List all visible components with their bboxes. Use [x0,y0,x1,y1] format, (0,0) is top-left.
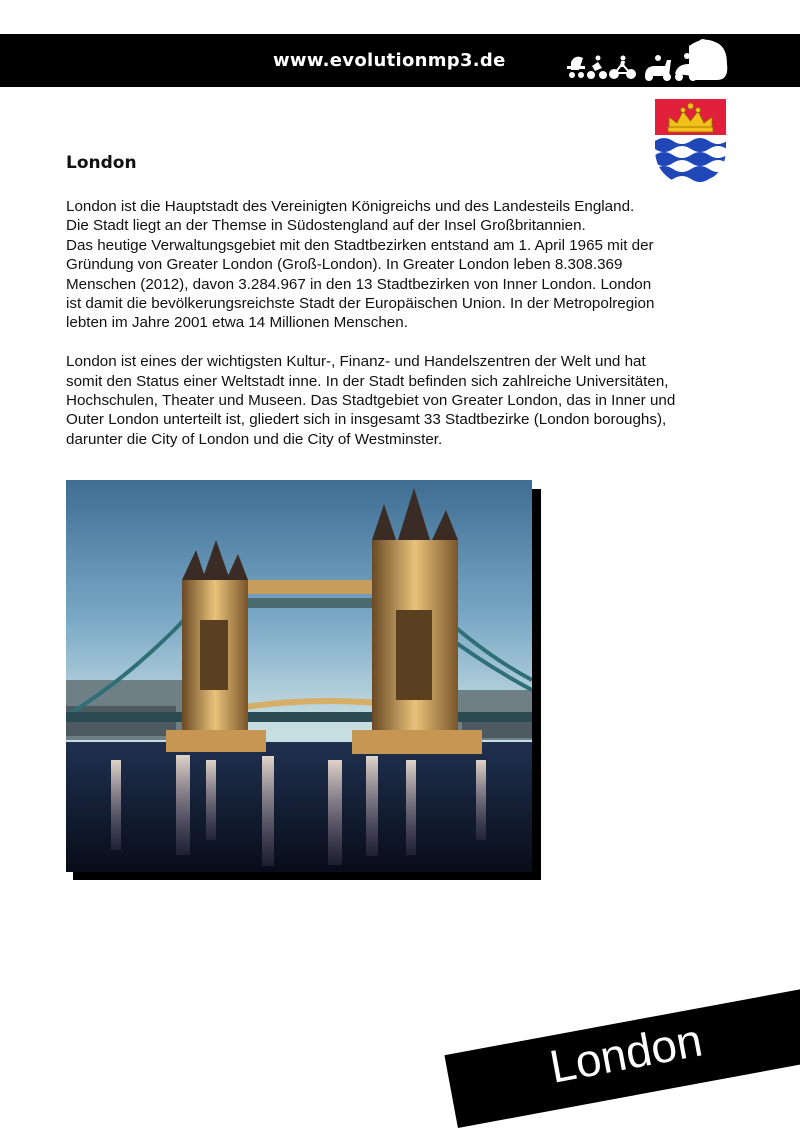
london-coat-of-arms-icon [655,99,726,187]
page-title: London [66,153,137,173]
vehicle-icons [565,36,735,84]
scooter-icon [645,55,671,81]
tricycle-icon [587,56,607,80]
paragraph-intro: London ist die Hauptstadt des Vereinigten Königreichs und des Landesteils England. Die Stadt liegt an der Themse in Südostengland auf der Insel Großbritannien. Das heutige Verwaltungsgebiet mit den Stadtbezirken entstand am 1. April 1965 mit der Gründung von Greater London (Groß-London). In Greater London leben 8.308.369 Menschen (2012), davon 3.284.967 in den 13 Stadtbezirken von Inner London. London ist damit die bevölkerungsreichste Stadt der Europäischen Union. In der Metropolregion lebten im Jahre 2001 etwa 14 Millionen Menschen. [66,198,655,332]
stroller-icon [567,57,585,78]
article-body [66,197,756,469]
bicycle-icon [609,56,636,80]
corner-banner [444,986,800,1128]
tower-bridge-illustration [66,480,532,872]
paragraph-culture: London ist eines der wichtigsten Kultur-, Finanz- und Handelszentren der Welt und hat somit den Status einer Weltstadt inne. In der Stadt befinden sich zahlreiche Universitäten, Hochschulen, Theater und Museen. Das Stadtgebiet von Greater London, das in Inner und Outer London unterteilt ist, gliedert sich in insgesamt 33 Stadtbezirke (London boroughs), darunter die City of London und die City of Westminster. [66,353,676,448]
header-bar [0,34,800,87]
banner-label: London [545,1013,707,1093]
site-url-link[interactable]: www.evolutionmp3.de [273,50,506,71]
elderly-scooter-icon [688,39,728,80]
